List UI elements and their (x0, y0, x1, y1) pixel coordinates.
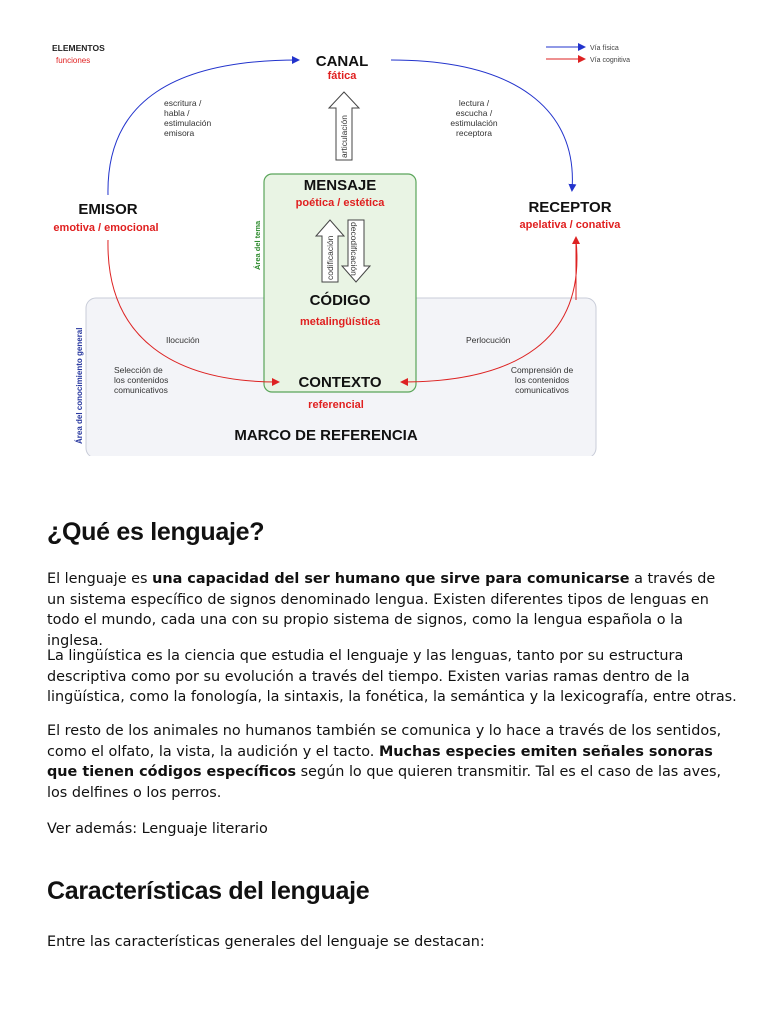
animals-highlight: Muchas especies emiten señales sonoras que tienen códigos específicos (47, 743, 713, 781)
svg-text:comunicativos: comunicativos (515, 385, 569, 395)
ilocucion-label: Ilocución (166, 335, 200, 345)
area-conocimiento-label: Área del conocimiento general (75, 327, 84, 444)
codigo-name: CÓDIGO (309, 292, 371, 309)
svg-text:habla /: habla / (164, 108, 190, 118)
svg-text:escritura /: escritura / (164, 98, 202, 108)
svg-text:escucha /: escucha / (455, 108, 493, 118)
section-title-que-es-lenguaje: ¿Qué es lenguaje? (47, 518, 265, 546)
contexto-function: referencial (308, 399, 364, 411)
svg-text:estimulación: estimulación (450, 118, 498, 128)
perlocucion-label: Perlocución (466, 335, 511, 345)
legend-physical: Vía física (590, 45, 619, 52)
mensaje-name: MENSAJE (303, 177, 377, 194)
svg-text:lectura /: lectura / (458, 98, 490, 108)
right-bottom-note (511, 365, 574, 395)
svg-text:estimulación: estimulación (164, 118, 212, 128)
svg-text:decodificación: decodificación (349, 222, 359, 276)
definition-highlight: una capacidad del ser humano que sirve para comunicarse (152, 571, 630, 587)
emisor-function: emotiva / emocional (53, 222, 159, 234)
paragraph-animals: El resto de los animales no humanos también se comunica y lo hace a través de los sentidos, como el olfato, la vista, la audición y el tacto. Muchas especies emiten señales sonoras que tienen códigos específicos según lo que quieren transmitir. Tal es el caso de las aves, los delfines o los perros. (47, 723, 722, 801)
svg-text:comunicativos: comunicativos (114, 385, 168, 395)
canal-name: CANAL (315, 53, 369, 70)
svg-text:articulación: articulación (339, 115, 349, 158)
section-title-caracteristicas: Características del lenguaje (47, 877, 370, 905)
svg-text:los contenidos: los contenidos (114, 375, 169, 385)
legend-cognitive: Vía cognitiva (590, 57, 631, 64)
svg-text:codificación: codificación (325, 235, 335, 280)
svg-text:receptora: receptora (456, 128, 492, 138)
paragraph-characteristics-intro: Entre las características generales del lenguaje se destacan: (47, 934, 485, 950)
marco-label: MARCO DE REFERENCIA (234, 427, 418, 444)
emisor-name: EMISOR (78, 201, 138, 218)
communication-diagram (46, 40, 636, 456)
area-tema-label: Área del tema (253, 220, 262, 270)
paragraph-linguistics: La lingüística es la ciencia que estudia el lenguaje y las lenguas, tanto por su estructura descriptiva como por su evolución a través del tiempo. Existen varias ramas dentro de la lingüística, como la fonología, la sintaxis, la fonética, la semántica y la lexicografía, entre otras. (47, 648, 737, 706)
canal-function: fática (327, 70, 357, 82)
codigo-function: metalingüística (299, 316, 381, 328)
svg-text:Selección de: Selección de (114, 365, 163, 375)
funciones-label: funciones (56, 56, 91, 65)
svg-text:los contenidos: los contenidos (514, 375, 570, 385)
left-bottom-note (114, 365, 168, 395)
mensaje-function: poética / estética (295, 197, 385, 209)
elementos-label: ELEMENTOS (52, 43, 105, 53)
left-top-note (164, 98, 212, 138)
svg-text:emisora: emisora (164, 128, 195, 138)
see-also-link[interactable]: Ver además: Lenguaje literario (47, 821, 268, 837)
receptor-name: RECEPTOR (528, 199, 612, 216)
contexto-name: CONTEXTO (298, 374, 382, 391)
svg-text:Comprensión de: Comprensión de (510, 365, 574, 375)
receptor-function: apelativa / conativa (519, 219, 621, 231)
right-top-note (450, 98, 498, 138)
paragraph-definition: El lenguaje es una capacidad del ser humano que sirve para comunicarse a través de un sistema específico de signos denominado lengua. Existen diferentes tipos de lenguas en todo el mundo, cada una con su propio sistema de signos, como la lengua española o la inglesa. (47, 571, 716, 649)
